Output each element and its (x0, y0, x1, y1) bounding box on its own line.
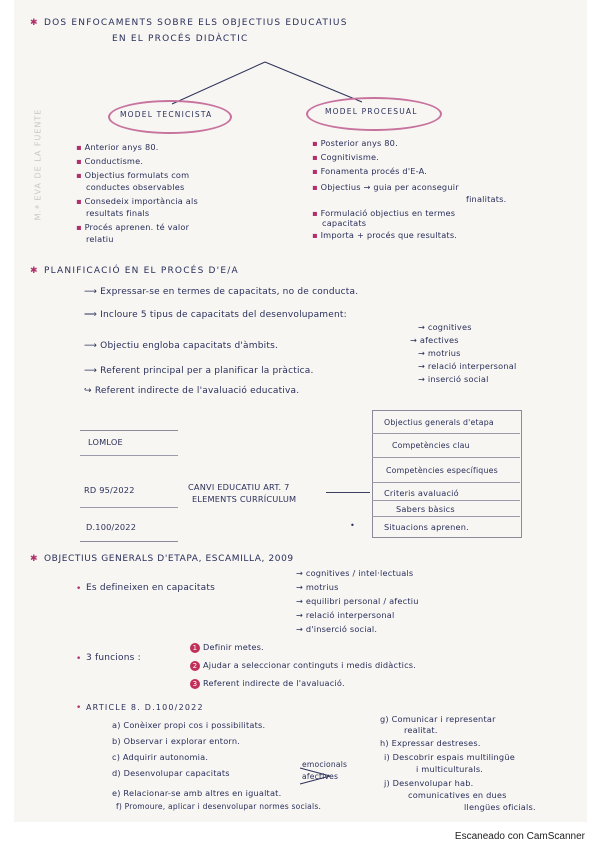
bullet-icon: • (76, 584, 82, 594)
bullet-icon: ✱ (30, 266, 38, 276)
side-watermark: M.ª EVA DE LA FUENTE (33, 108, 43, 221)
list-item: ▪ Cognitivisme. (312, 152, 380, 162)
divider (80, 507, 178, 508)
list-item: → inserció social (418, 374, 489, 384)
list-item: i multiculturals. (416, 764, 484, 774)
list-item: d) Desenvolupar capacitats (112, 768, 230, 778)
list-item: ⟹ Incloure 5 tipus de capacitats del desenvolupament: (84, 310, 347, 320)
list-item: ↪ Referent indirecte de l'avaluació educativa. (84, 386, 300, 396)
divider (372, 457, 520, 458)
divider (372, 433, 520, 434)
dot: • (350, 520, 356, 530)
list-item: 1 Definir metes. (190, 642, 264, 653)
list-item: → d'inserció social. (296, 624, 378, 634)
section2-title: PLANIFICACIÓ EN EL PROCÉS D'E/A (44, 266, 239, 276)
table-middle-line1: CANVI EDUCATIU ART. 7 (188, 482, 290, 492)
scanner-footer: Escaneado con CamScanner (454, 831, 585, 842)
bullet-icon: ✱ (30, 18, 38, 28)
divider (372, 516, 520, 517)
table-left-cell: LOMLOE (88, 437, 123, 447)
right-model-label: MODEL PROCESUAL (325, 107, 418, 116)
list-item: i) Descobrir espais multilingüe (384, 752, 515, 762)
branch-item: afectives (302, 772, 339, 781)
section1-title-line1: DOS ENFOCAMENTS SOBRE ELS OBJECTIUS EDUCATIUS (44, 18, 348, 28)
list-item: → motrius (296, 582, 339, 592)
list-item: finalitats. (466, 194, 507, 204)
list-item: j) Desenvolupar hab. (384, 778, 474, 788)
bullet-icon: • (76, 703, 82, 713)
list-item: f) Promoure, aplicar i desenvolupar normes socials. (116, 802, 322, 811)
list-item: relatiu (86, 234, 114, 244)
table-left-cell: RD 95/2022 (84, 485, 135, 495)
table-right-cell: Sabers bàsics (396, 504, 455, 514)
connector-line (326, 492, 370, 493)
section4-title: ARTICLE 8. D.100/2022 (86, 703, 204, 712)
section1-title-line2: EN EL PROCÉS DIDÀCTIC (112, 34, 249, 44)
list-item: → cognitives / intel·lectuals (296, 568, 414, 578)
list-item: → relació interpersonal (296, 610, 395, 620)
list-item: 3 Referent indirecte de l'avaluació. (190, 678, 345, 689)
list-item: e) Relacionar-se amb altres en igualtat. (112, 788, 282, 798)
list-item: → relació interpersonal (418, 361, 517, 371)
bullet-icon: ✱ (30, 554, 38, 564)
list-item: → afectives (410, 335, 459, 345)
table-right-cell: Criteris avaluació (384, 488, 459, 498)
section3-title: OBJECTIUS GENERALS D'ETAPA, ESCAMILLA, 2009 (44, 554, 294, 564)
left-model-label: MODEL TECNICISTA (120, 110, 213, 119)
list-item: ▪ Objectius → guia per aconseguir (312, 182, 459, 192)
table-right-cell: Competències específiques (386, 466, 498, 475)
list-item: ▪ Posterior anys 80. (312, 138, 398, 148)
table-right-cell: Competències clau (392, 441, 470, 450)
list-item: conductes observables (86, 182, 185, 192)
table-left-cell: D.100/2022 (86, 522, 137, 532)
branch-item: emocionals (302, 760, 348, 769)
list-item: g) Comunicar i representar (380, 714, 496, 724)
bullet-icon: • (76, 654, 82, 664)
funcions-label: 3 funcions : (86, 653, 141, 663)
list-item: h) Expressar destreses. (380, 738, 481, 748)
list-item: b) Observar i explorar entorn. (112, 736, 241, 746)
list-item: ▪ Formulació objectius en termes (312, 208, 456, 218)
list-item: ▪ Importa + procés que resultats. (312, 230, 458, 240)
list-item: comunicatives en dues (408, 790, 507, 800)
list-item: ⟶ Objectiu engloba capacitats d'àmbits. (84, 341, 279, 351)
list-item: capacitats (322, 218, 367, 228)
divider (80, 455, 178, 456)
divider (372, 482, 520, 483)
list-item: ▪ Objectius formulats com (76, 170, 190, 180)
list-item: ▪ Procés aprenen. té valor (76, 222, 190, 232)
list-item: → cognitives (418, 322, 472, 332)
list-item: → equilibri personal / afectiu (296, 596, 419, 606)
definition-text: Es defineixen en capacitats (86, 583, 215, 593)
list-item: ▪ Fonamenta procés d'E-A. (312, 166, 428, 176)
list-item: a) Conèixer propi cos i possibilitats. (112, 720, 266, 730)
table-right-cell: Situacions aprenen. (384, 522, 469, 532)
list-item: resultats finals (86, 208, 150, 218)
list-item: ▪ Conductisme. (76, 156, 144, 166)
list-item: realitat. (404, 725, 438, 735)
list-item: ⟶ Expressar-se en termes de capacitats, no de conducta. (84, 287, 359, 297)
list-item: 2 Ajudar a seleccionar continguts i medis didàctics. (190, 660, 416, 671)
list-item: ⟶ Referent principal per a planificar la pràctica. (84, 366, 314, 376)
list-item: → motrius (418, 348, 461, 358)
list-item: ▪ Consedeix importància als (76, 196, 198, 206)
table-middle-line2: ELEMENTS CURRÍCULUM (192, 494, 297, 504)
list-item: ▪ Anterior anys 80. (76, 142, 159, 152)
list-item: llengües oficials. (464, 802, 536, 812)
list-item: c) Adquirir autonomia. (112, 752, 209, 762)
table-right-cell: Objectius generals d'etapa (384, 418, 494, 427)
divider (372, 500, 520, 501)
